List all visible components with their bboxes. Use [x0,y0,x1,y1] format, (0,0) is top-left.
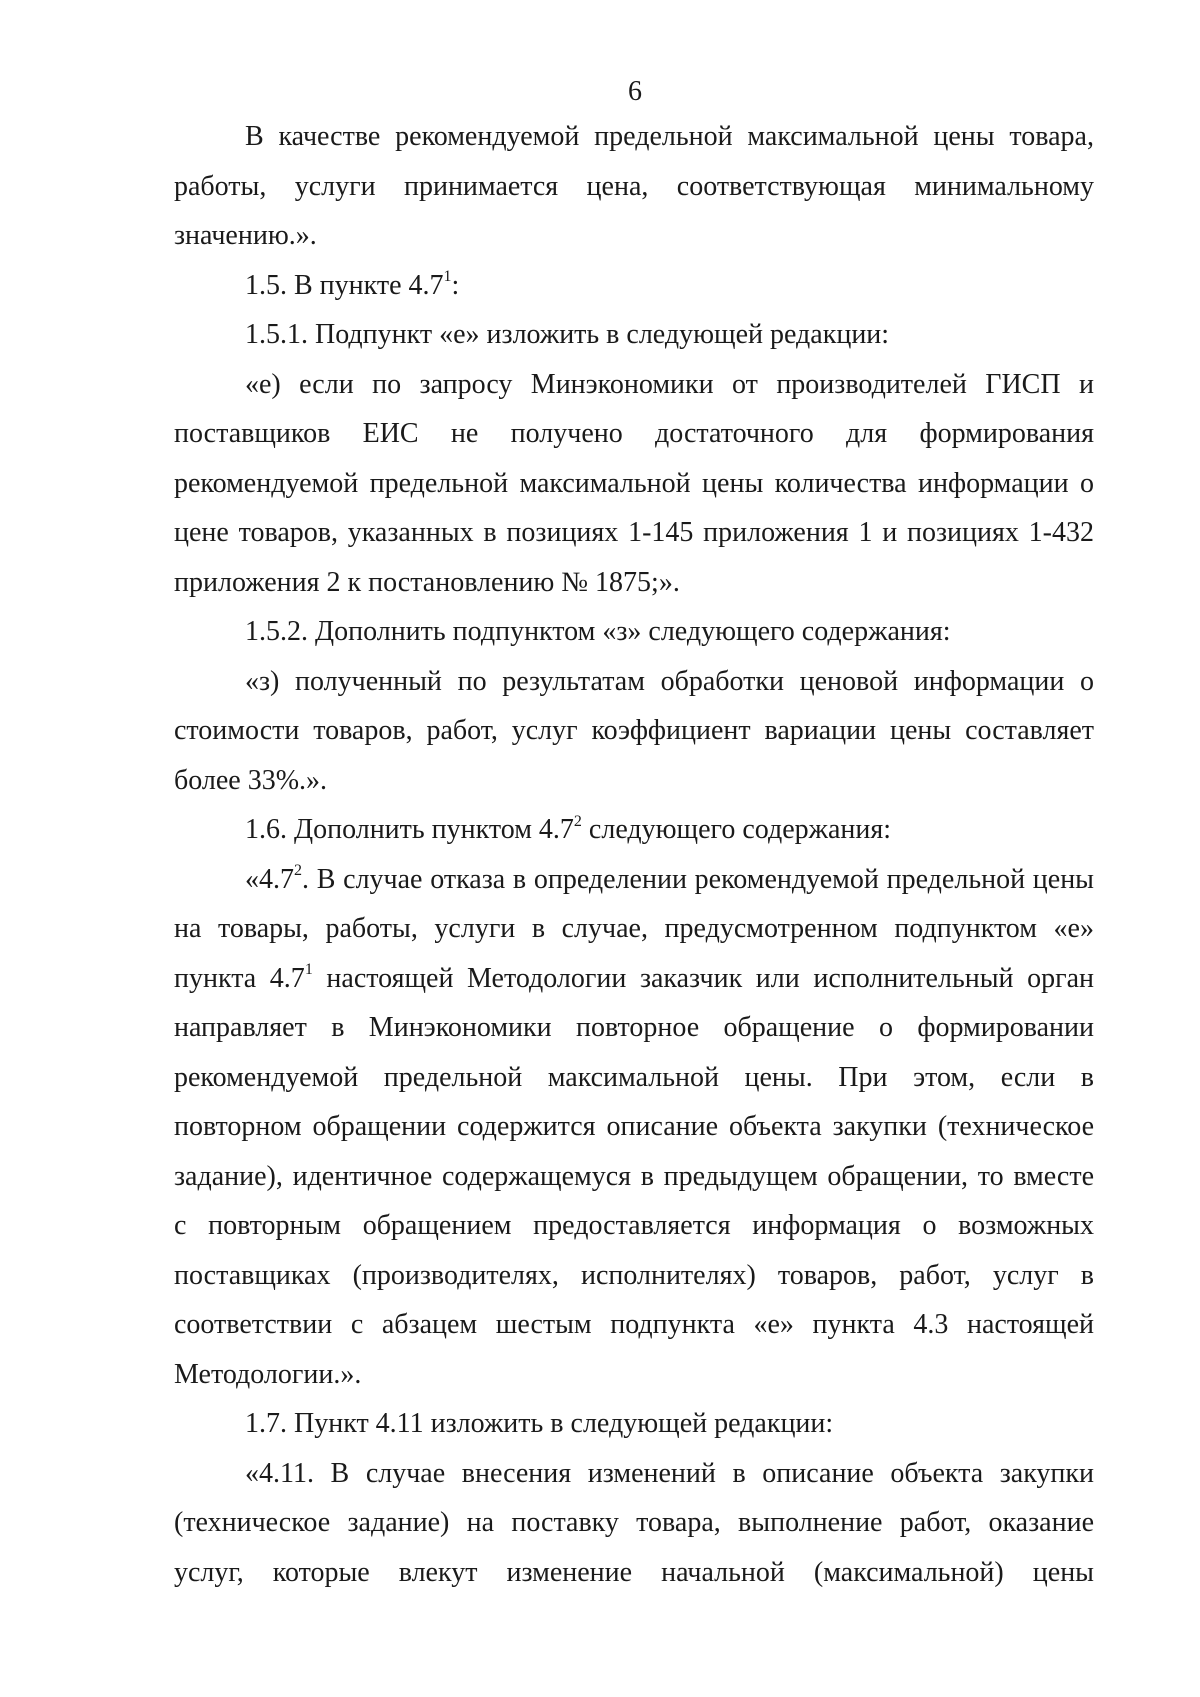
page-number: 6 [628,76,642,107]
paragraph-price-definition: В качестве рекомендуемой предельной максимальной цены товара, работы, услуги принимается цена, соответствующая минимальному значению.». [174,121,1094,251]
superscript: 1 [304,961,313,979]
superscript: 2 [573,812,582,830]
paragraph-4-7-2 [174,855,1094,1400]
document-body [174,112,1094,1597]
paragraph-1-5-1: 1.5.1. Подпункт «е» изложить в следующей редакции: [245,319,890,350]
paragraph-1-6 [174,805,1094,855]
paragraph-1-6-tail: следующего содержания: [581,814,892,845]
paragraph-4-11: «4.11. В случае внесения изменений в описание объекта закупки (техническое задание) на поставку товара, выполнение работ, оказание услуг, которые влекут изменение начальной (максимальной) цены [174,1457,1094,1588]
paragraph-1-5-text: 1.5. В пункте 4.7 [245,269,444,301]
paragraph-1-5-2: 1.5.2. Дополнить подпунктом «з» следующего содержания: [245,616,951,647]
superscript: 2 [294,862,302,880]
paragraph-1-5 [174,261,1094,311]
paragraph-4-7-2-middle: . В случае отказа в определении рекомендуемой предельной цены на товары, работы, услуги в случае, предусмотренном подпунктом «е» пункта 4.7 [174,863,1094,994]
paragraph-subitem-z: «з) полученный по результатам обработки ценовой информации о стоимости товаров, работ, услуг коэффициент вариации цены составляет более 33%.». [174,665,1094,796]
paragraph-1-5-tail: : [451,269,460,301]
paragraph-subitem-e: «е) если по запросу Минэкономики от производителей ГИСП и поставщиков ЕИС не получено достаточного для формирования рекомендуемой предельной максимальной цены количества информации о цене товаров, указанных в позициях 1-145 приложения 1 и позициях 1-432 приложения 2 к постановлению № 1875;». [174,368,1094,598]
paragraph-4-7-2-start: «4.7 [245,863,294,895]
paragraph-4-7-2-end: настоящей Методологии заказчик или исполнительный орган направляет в Минэкономики повторное обращение о формировании рекомендуемой предельной максимальной цены. При этом, если в повторном обращении содержится описание объекта закупки (техническое задание), идентичное содержащемуся в предыдущем обращении, то вместе с повторным обращением предоставляется информация о возможных поставщиках (производителях, исполнителях) товаров, работ, услуг в соответствии с абзацем шестым подпункта «е» пункта 4.3 настоящей Методологии.». [174,962,1094,1390]
superscript: 1 [443,268,452,286]
paragraph-1-7: 1.7. Пункт 4.11 изложить в следующей редакции: [245,1408,834,1439]
paragraph-1-6-text: 1.6. Дополнить пунктом 4.7 [245,814,574,845]
